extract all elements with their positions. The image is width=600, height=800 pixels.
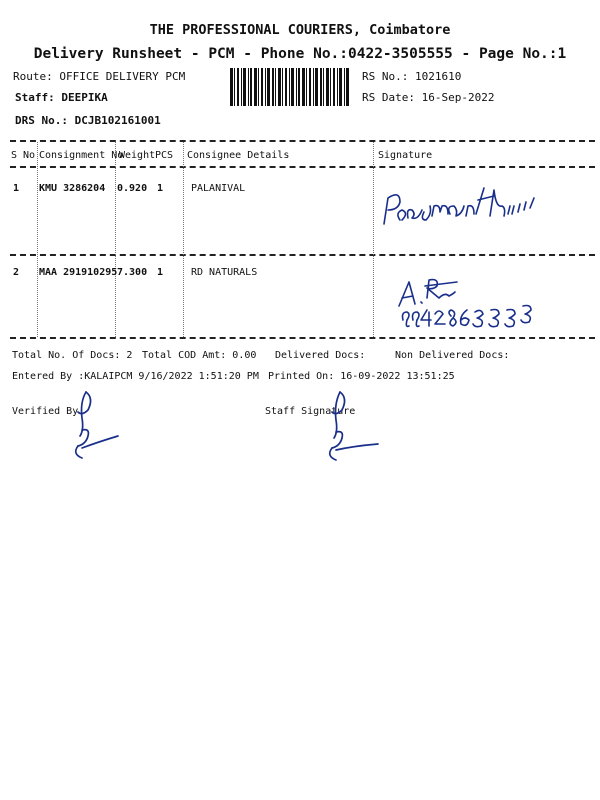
column-divider [37,142,38,337]
total-docs: Total No. Of Docs: 2 [12,350,133,361]
divider-row1 [10,254,595,256]
row1-signature [378,180,558,232]
row1-pcs: 1 [157,183,164,194]
column-divider [373,142,374,337]
row1-consignment: KMU 3286204 [39,183,106,194]
column-divider [183,142,184,337]
staff-text: Staff: DEEPIKA [15,91,108,104]
non-delivered-docs: Non Delivered Docs: [395,350,510,361]
delivered-docs: Delivered Docs: [275,350,366,361]
row1-weight: 0.920 [117,183,148,194]
entered-by: Entered By :KALAIPCM 9/16/2022 1:51:20 PM [12,371,259,382]
company-title: THE PROFESSIONAL COURIERS, Coimbatore [149,22,451,38]
route-text: Route: OFFICE DELIVERY PCM [13,70,186,83]
divider-bottom [10,337,595,339]
column-header-consignee: Consignee Details [187,150,290,161]
row1-sno: 1 [13,183,20,194]
drs-number: DRS No.: DCJB102161001 [15,114,161,127]
row2-pcs: 1 [157,267,164,278]
barcode-image [230,68,350,106]
rs-date: RS Date: 16-Sep-2022 [362,91,495,104]
column-header-signature: Signature [378,150,433,161]
staff-signature-label: Staff Signature [265,406,356,417]
row2-signature [395,272,555,332]
runsheet-title: Delivery Runsheet - PCM - Phone No.:0422-3505555 - Page No.:1 [33,46,567,62]
rs-number: RS No.: 1021610 [362,70,462,83]
row2-weight: 7.300 [117,267,148,278]
verified-by-signature [68,388,128,468]
printed-on: Printed On: 16-09-2022 13:51:25 [268,371,455,382]
divider-header [10,166,595,168]
row1-consignee: PALANIVAL [191,183,246,194]
row2-consignment: MAA 291910295 [39,267,118,278]
staff-signature-mark [318,388,388,468]
column-header-sno: S No [11,150,36,161]
divider-top [10,140,595,142]
column-divider [115,142,116,337]
column-header-pcs: PCS [155,150,174,161]
row2-sno: 2 [13,267,20,278]
row2-consignee: RD NATURALS [191,267,258,278]
column-header-consignment: Consignment No [39,150,124,161]
verified-by-label: Verified By [12,406,79,417]
column-header-weight: Weight [119,150,156,161]
total-cod-amount: Total COD Amt: 0.00 [142,350,257,361]
